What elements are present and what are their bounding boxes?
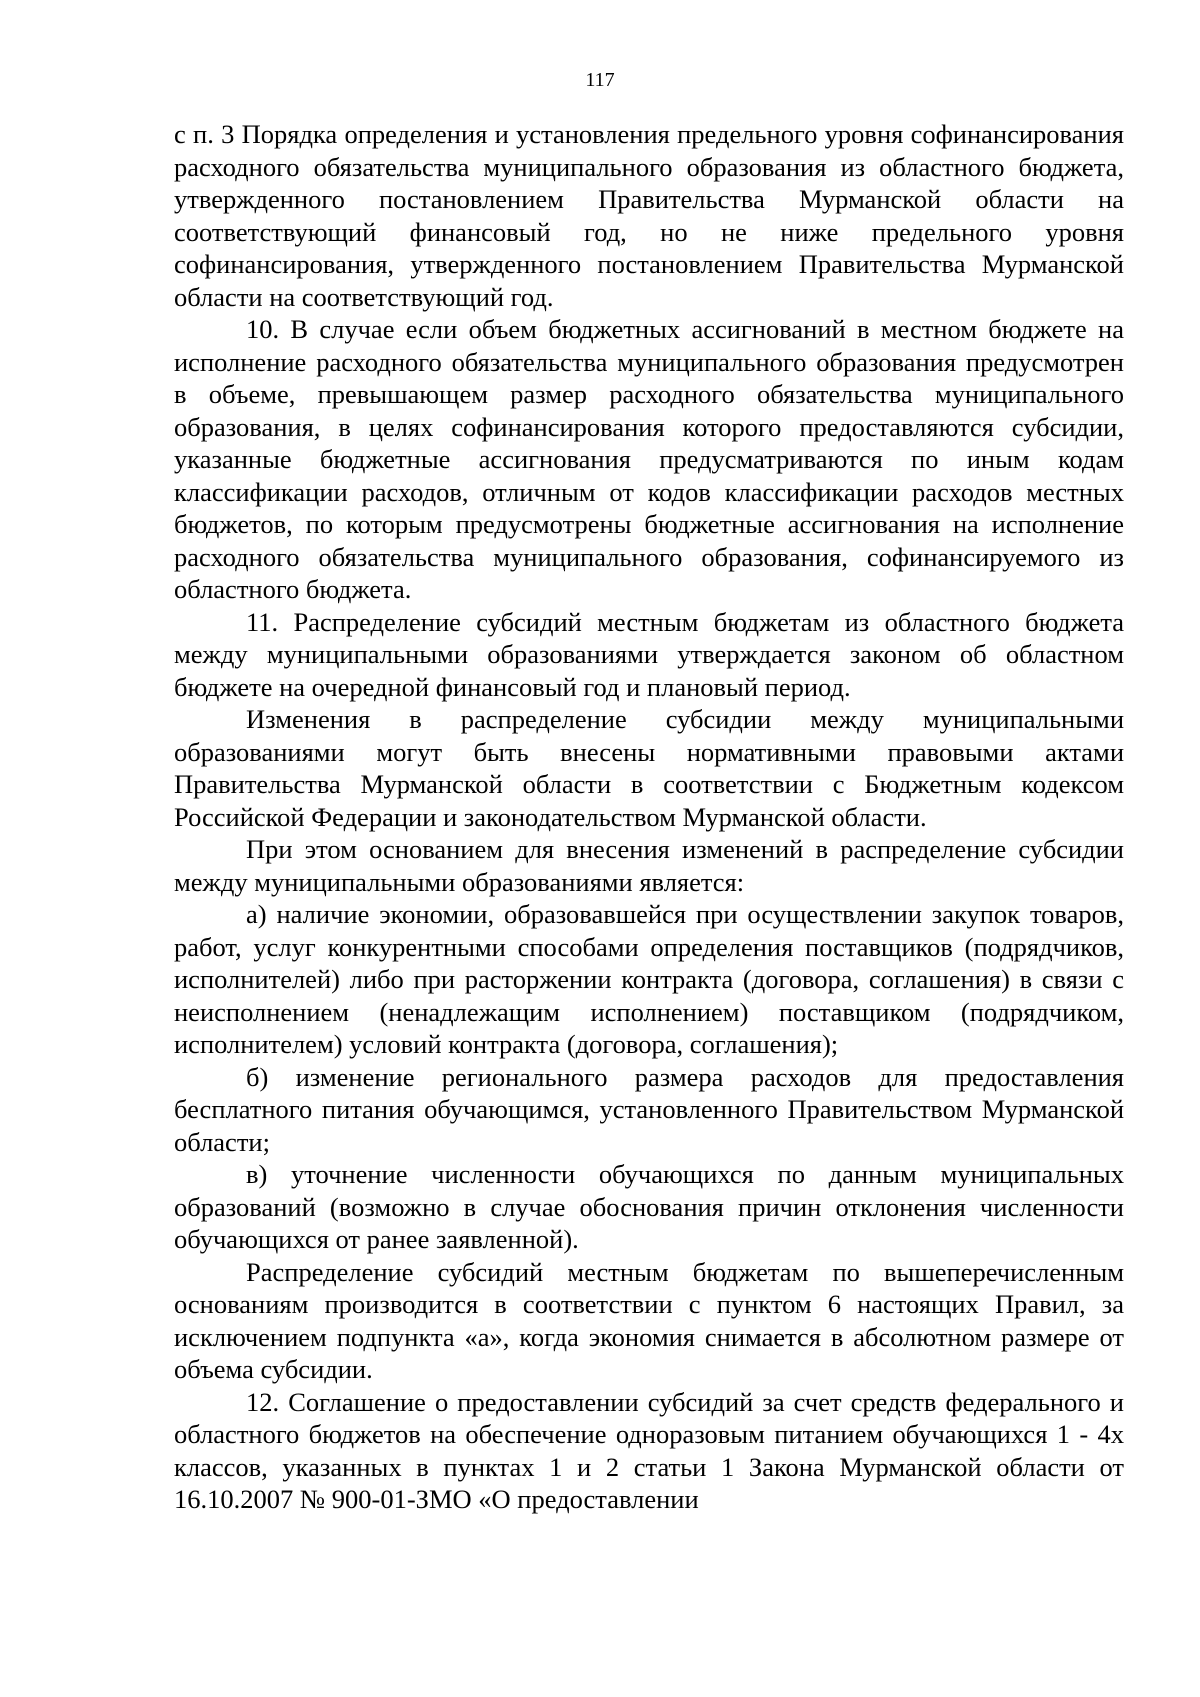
paragraph-item-12: 12. Соглашение о предоставлении субсидий за счет средств федерального и областного бюджетов на обеспечение одноразовым питанием обучающихся 1 - 4х классов, указанных в пунктах 1 и 2 статьи 1 Закона Мурманской области от 16.10.2007 № 900-01-ЗМО «О предоставлении bbox=[174, 1386, 1124, 1514]
paragraph-item-10: 10. В случае если объем бюджетных ассигнований в местном бюджете на исполнение расходного обязательства муниципального образования предусмотрен в объеме, превышающем размер расходного обязательства муниципального образования, в целях софинансирования которого предоставляются субсидии, указанные бюджетные ассигнования предусматриваются по иным кодам классификации расходов, отличным от кодов классификации расходов местных бюджетов, по которым предусмотрены бюджетные ассигнования на исполнение расходного обязательства муниципального образования, софинансируемого из областного бюджета. bbox=[174, 314, 1124, 604]
document-body bbox=[174, 118, 1124, 1516]
paragraph-changes: Изменения в распределение субсидии между муниципальными образованиями могут быть внесены нормативными правовыми актами Правительства Мурманской области в соответствии с Бюджетным кодексом Российской Федерации и законодательством Мурманской области. bbox=[174, 704, 1124, 832]
paragraph-subitem-b: б) изменение регионального размера расходов для предоставления бесплатного питания обучающимся, установленного Правительством Мурманской области; bbox=[174, 1061, 1124, 1157]
paragraph-subitem-v: в) уточнение численности обучающихся по данным муниципальных образований (возможно в случае обоснования причин отклонения численности обучающихся от ранее заявленной). bbox=[174, 1159, 1124, 1254]
paragraph-continuation: с п. 3 Порядка определения и установления предельного уровня софинансирования расходного обязательства муниципального образования из областного бюджета, утвержденного постановлением Правительства Мурманской области на соответствующий финансовый год, но не ниже предельного уровня софинансирования, утвержденного постановлением Правительства Мурманской области на соответствующий год. bbox=[174, 119, 1124, 312]
paragraph-distribution: Распределение субсидий местным бюджетам по вышеперечисленным основаниям производится в соответствии с пунктом 6 настоящих Правил, за исключением подпункта «а», когда экономия снимается в абсолютном размере от объема субсидии. bbox=[174, 1256, 1124, 1384]
paragraph-subitem-a: а) наличие экономии, образовавшейся при осуществлении закупок товаров, работ, услуг конкурентными способами определения поставщиков (подрядчиков, исполнителей) либо при расторжении контракта (договора, соглашения) в связи с неисполнением (ненадлежащим исполнением) поставщиком (подрядчиком, исполнителем) условий контракта (договора, соглашения); bbox=[174, 899, 1124, 1059]
page-number: 117 bbox=[585, 69, 615, 91]
paragraph-grounds: При этом основанием для внесения изменений в распределение субсидии между муниципальными образованиями является: bbox=[174, 834, 1124, 897]
paragraph-item-11: 11. Распределение субсидий местным бюджетам из областного бюджета между муниципальными образованиями утверждается законом об областном бюджете на очередной финансовый год и плановый период. bbox=[174, 606, 1124, 702]
